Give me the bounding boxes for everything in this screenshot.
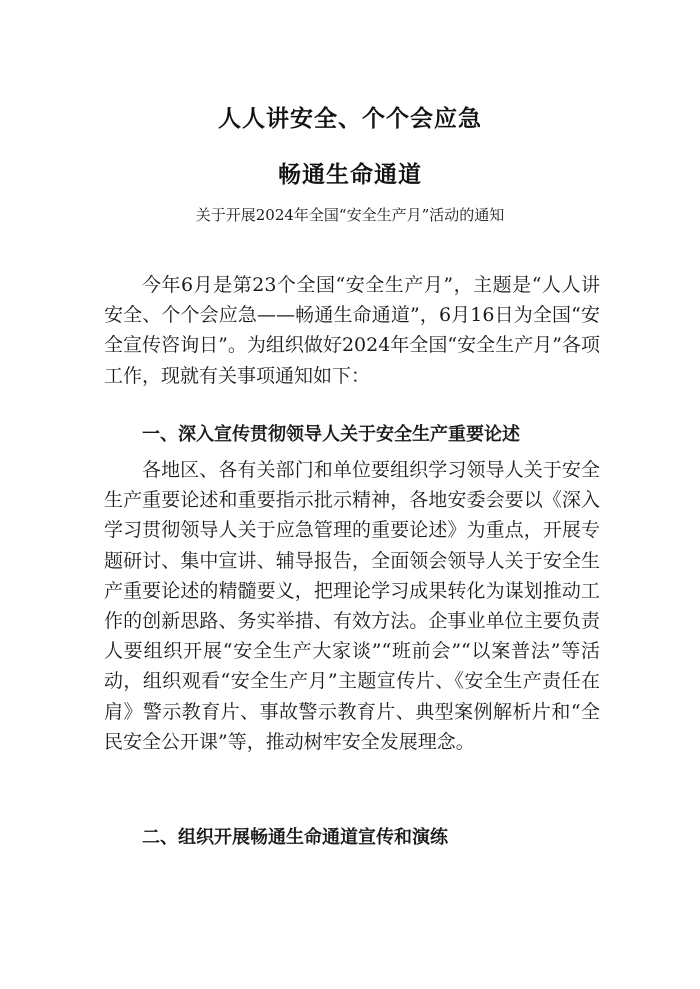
intro-paragraph-block — [104, 270, 600, 391]
section1-paragraph: 各地区、各有关部门和单位要组织学习领导人关于安全生产重要论述和重要指示批示精神，各地安委会要以《深入学习贯彻领导人关于应急管理的重要论述》为重点，开展专题研讨、集中宣讲、辅导报告，全面领会领导人关于安全生产重要论述的精髓要义，把理论学习成果转化为谋划推动工作的创新思路、务实举措、有效方法。企事业单位主要负责人要组织开展“安全生产大家谈”“班前会”“以案普法”等活动，组织观看“安全生产月”主题宣传片、《安全生产责任在肩》警示教育片、事故警示教育片、典型案例解析片和“全民安全公开课”等，推动树牢安全发展理念。 — [104, 459, 600, 753]
section1-heading: 一、深入宣传贯彻领导人关于安全生产重要论述 — [142, 424, 520, 445]
document-title-line2: 畅通生命通道 — [278, 162, 422, 188]
intro-paragraph: 今年6月是第23个全国“安全生产月”，主题是“人人讲安全、个个会应急——畅通生命通道”，6月16日为全国“安全宣传咨询日”。为组织做好2024年全国“安全生产月”各项工作，现就有关事项通知如下： — [104, 274, 600, 387]
document-subtitle: 关于开展2024年全国“安全生产月”活动的通知 — [195, 206, 505, 224]
section2-heading-block — [104, 823, 600, 853]
document-title: 人人讲安全、个个会应急 — [218, 106, 482, 132]
section2-heading: 二、组织开展畅通生命通道宣传和演练 — [142, 827, 448, 848]
section1-heading-block — [104, 420, 600, 450]
section1-paragraph-block — [104, 455, 600, 757]
